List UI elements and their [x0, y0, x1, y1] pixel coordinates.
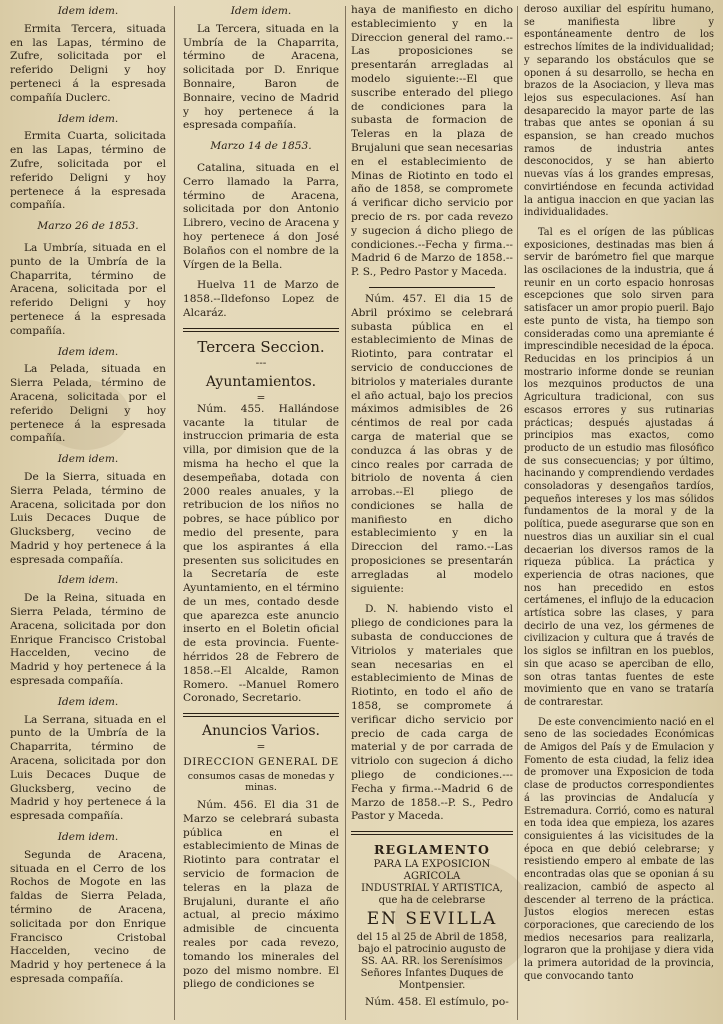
signature-line: Huelva 11 de Marzo de 1858.--Ildefonso Lopez de Alcaráz. — [183, 279, 339, 319]
mine-entry-segunda-aracena: Segunda de Aracena, situada en el Cerro de los Rochos de Mogote en las faldas de Sierra Pelada, término de Aracena, solicitada por don Enrique Francisco Cristobal Haccelden, vecino de Madrid y hoy pertenece á la espresada compañía. — [10, 848, 166, 985]
reglamento-body: del 15 al 25 de Abril de 1858, bajo el patrocinio augusto de SS. AA. RR. los Serenísimos Señores Infantes Duques de Montpensier. — [356, 932, 508, 992]
column-rule — [517, 6, 518, 1020]
idem-heading: Idem idem. — [57, 112, 119, 125]
column-rule — [345, 6, 346, 1020]
double-rule — [183, 328, 339, 332]
mine-entry-sierra: De la Sierra, situada en Sierra Pelada, término de Aracena, solicitada por don Luis Decaces Duque de Glucksberg, vecino de Madrid y hoy pertenece á la espresada compañía. — [10, 470, 166, 566]
section-dash: --- — [255, 356, 267, 369]
date-heading: Marzo 26 de 1853. — [37, 220, 139, 233]
notice-457-model: D. N. habiendo visto el pliego de condiciones para la subasta de conducciones de Vitriolos y materiales que sean necesarias en el establecimiento de Minas de Riotinto, en todo el año de 1858, se compromete á verificar dicho servicio por precio de cada carga de material y de por carrada de vitriolo con sugecion á dicho pliego de condiciones.---Fecha y firma.--Madrid 6 de Marzo de 1858.--P. S., Pedro Pastor y Maceda. — [351, 603, 513, 823]
column-2 — [183, 4, 339, 1020]
idem-heading: Idem idem. — [57, 574, 119, 587]
reglamento-city: EN SEVILLA — [366, 909, 498, 930]
mine-entry-pelada: La Pelada, situada en Sierra Pelada, término de Aracena, solicitada por el referido Deligni y hoy pertenece á la espresada compañía. — [10, 363, 166, 445]
column-rule — [174, 6, 175, 1020]
ayuntamientos-title: Ayuntamientos. — [205, 373, 317, 390]
mine-entry-tercera: La Tercera, situada en la Umbría de la Chaparrita, término de Aracena, solicitada por D. Enrique Bonnaire, Baron de Bonnaire, vecino de Madrid y hoy pertenece á la espresada compañía. — [183, 22, 339, 132]
mine-entry-ermita-tercera: Ermita Tercera, situada en las Lapas, término de Zufre, solicitada por el referido Deligni y hoy perteneci á la espresada compañía Duclerc. — [10, 22, 166, 104]
idem-heading: Idem idem. — [57, 453, 119, 466]
direccion-title: DIRECCION GENERAL DE — [183, 756, 339, 769]
mine-entry-catalina: Catalina, situada en el Cerro llamado la Parra, término de Aracena, solicitada por don Antonio Librero, vecino de Aracena y hoy pertenece á don José Bolaños con el nombre de la Vírgen de la Bella. — [183, 161, 339, 271]
notice-458: Núm. 458. El estímulo, po- — [365, 996, 509, 1009]
idem-heading: Idem idem. — [57, 695, 119, 708]
idem-heading: Idem idem. — [57, 345, 119, 358]
column-4 — [524, 4, 714, 1020]
article-paragraph-3: De este convencimiento nació en el seno de las sociedades Económicas de Amigos del País y de Emulacion y Fomento de esta ciudad, la feliz idea de promover una Exposicion de toda clase de productos correspondientes á las provincias de Andalucía y Estremadura. Corrió, como es natural en toda idea que empieza, los azares consiguientes á las vicisitudes de la época en que debió celebrarse; y resistiendo empero al embate de las encontradas olas que se oponian á su realizacion, cambió de aspecto al descender al terreno de la práctica. Justos elogios merecen estas corporaciones, que careciendo de los medios necesarios para realizarla, lograron que la prohijase y diera vida la primera autoridad de la provincia, que convocando tanto — [524, 716, 714, 982]
anuncios-dash: = — [256, 741, 266, 754]
article-paragraph-2: Tal es el orígen de las públicas exposiciones, destinadas mas bien á servir de barómetro fiel que marque las oscilaciones de la industria, que á reunir en un corto espacio honrosas escepciones que solo sirven para satisfacer un amor propio pueril. Bajo este punto de vista, ha tiempo son consideradas como una apremiante é imprescindible necesidad de la época. Reducidas en los principios á un mostrario informe donde se reunian los mezquinos productos de una Agricultura tradicional, con sus escasos errores y sus rutinarias prácticas; después ajustadas á principios mas exactos, como producto de un estudio mas filosófico de sus consecuencias; y por último, hacinando y comprendiendo verdades consoladoras y desengaños tardíos, pequeños intereses y los mas sólidos fundamentos de la moral y de la política, puede asegurarse que son en nuestros dias un auxiliar sin el cual decaerian los diversos ramos de la riqueza pública. La práctica y experiencia de otras naciones, que nos han precedido en estos certámenes, el influjo de la educacion artística sobre las clases, y para decirlo de una vez, los gérmenes de civilizacion y cultura que á través de los siglos se infiltran en los pueblos, sin que acaso se aperciban de ello, son otras tantas fuentes de este movimiento que en vano se trataría de contrarestar. — [524, 226, 714, 708]
reglamento-line-3: que ha de celebrarse — [378, 895, 486, 907]
column-3 — [351, 4, 513, 1020]
rule — [369, 287, 495, 288]
notice-455: Núm. 455. Hallándose vacante la titular de instruccion primaria de esta villa, por dimision que de la misma ha hecho el que la desempeñaba, dotada con 2000 reales anuales, y la retribucion de los niños no pobres, se hace público por medio del presente, para que los aspirantes á ella presenten sus solicitudes en la Secretaría de este Ayuntamiento, en el término de un mes, contado desde que aparezca este anuncio inserto en el Boletin oficial de esta provincia. Fuente-hérridos 28 de Febrero de 1858.--El Alcalde, Ramon Romero. --Manuel Romero Coronado, Secretario. — [183, 402, 339, 705]
idem-heading: Idem idem. — [230, 5, 292, 17]
reglamento-line-2: INDUSTRIAL Y ARTISTICA, — [361, 883, 503, 895]
mine-entry-ermita-cuarta: Ermita Cuarta, solicitada en las Lapas, término de Zufre, solicitada por el referido Deligni y hoy pertenece á la espresada compañía. — [10, 130, 166, 212]
reglamento-line-1: PARA LA EXPOSICION AGRICOLA — [373, 859, 491, 883]
anuncios-title: Anuncios Varios. — [202, 723, 320, 740]
article-paragraph-1: deroso auxiliar del espíritu humano, se manifiesta libre y espontáneamente dentro de los estrechos límites de la individualidad; y separando los obstáculos que se oponen á su desarrollo, se hecha en brazos de la Asociacion, y lleva mas lejos sus especulaciones. Así han desaparecido la mayor parte de las trabas que antes se oponian á su espansion, se han creado muchos ramos de industria antes desconocidos, y se han abierto nuevas vías á los grandes empresas, convirtiéndose en fecunda actividad la antigua inaccion en que yacian las individualidades. — [524, 4, 714, 219]
notice-456: Núm. 456. El dia 31 de Marzo se celebrará subasta pública en el establecimiento de Minas de Riotinto para contratar el servicio de formacion de teleras en la plaza de Brujaluni, durante el año actual, al precio máximo admisible de cincuenta reales por cada revezo, tomando los minerales del pozo del mismo nombre. El pliego de condiciones se — [183, 799, 339, 991]
mine-entry-umbria: La Umbría, situada en el punto de la Umbría de la Chaparrita, término de Aracena, solicitada por el referido Deligni y hoy pertenece á la espresada compañía. — [10, 241, 166, 337]
idem-heading: Idem idem. — [57, 5, 119, 17]
double-rule — [351, 831, 513, 835]
mine-entry-serrana: La Serrana, situada en el punto de la Umbría de la Chaparrita, término de Aracena, solicitada por don Luis Decaces Duque de Glucksberg, vecino de Madrid y hoy pertenece á la espresada compañía. — [10, 713, 166, 823]
notice-456-continued: haya de manifiesto en dicho establecimiento y en la Direccion general del ramo.--Las proposiciones se presentarán arregladas al modelo siguiente:--El que suscribe enterado del pliego de condiciones para la subasta de formacion de Teleras en la plaza de Brujaluni que sean necesarias en el establecimiento de Minas de Riotinto en todo el año de 1858, se compromete á verificar dicho servicio por precio de rs. por cada revezo y sugecion á dicho pliego de condiciones.--Fecha y firma.--Madrid 6 de Marzo de 1858.--P. S., Pedro Pastor y Maceda. — [351, 4, 513, 279]
direccion-subtitle: consumos casas de monedas y minas. — [187, 771, 335, 794]
double-rule — [183, 713, 339, 717]
date-heading: Marzo 14 de 1853. — [210, 140, 312, 153]
ayuntamientos-dash: = — [256, 391, 266, 404]
notice-457: Núm. 457. El dia 15 de Abril próximo se celebrará subasta pública en el establecimiento de Minas de Riotinto, para contratar el servicio de conducciones de bitriolos y materiales durante el año actual, bajo los precios máximos admisibles de 26 céntimos de real por cada carga de material que se conduzca á las obras y de cinco reales por carrada de bitriolo de noventa á cien arrobas.--El pliego de condiciones se halla de manifiesto en dicho establecimiento y en la Direccion del ramo.--Las proposiciones se presentarán arregladas al modelo siguiente: — [351, 292, 513, 595]
idem-heading: Idem idem. — [57, 831, 119, 844]
reglamento-title: REGLAMENTO — [373, 842, 491, 858]
column-1 — [10, 4, 166, 1020]
section-title: Tercera Seccion. — [197, 337, 325, 356]
mine-entry-reina: De la Reina, situada en Sierra Pelada, término de Aracena, solicitada por don Enrique Francisco Cristobal Haccelden, vecino de Madrid y hoy pertenece á la espresada compañía. — [10, 592, 166, 688]
